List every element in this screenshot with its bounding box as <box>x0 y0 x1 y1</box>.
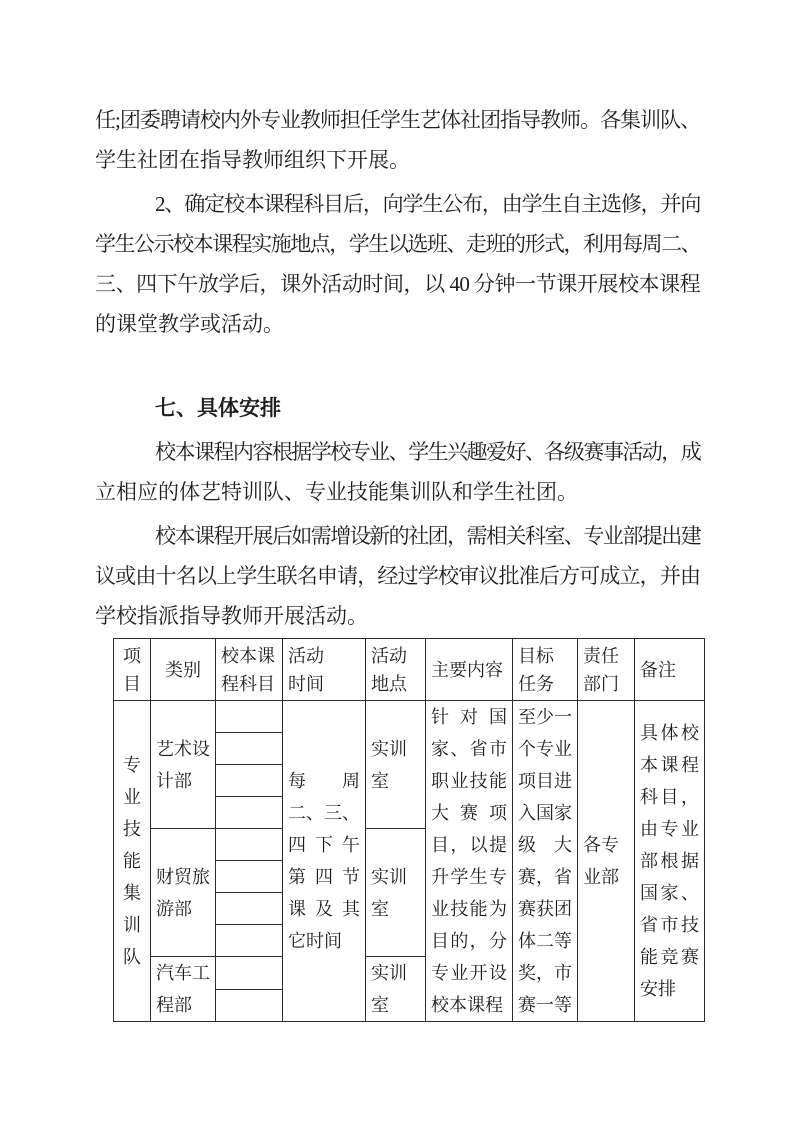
document-body <box>95 100 700 640</box>
cell-category-auto-engineering <box>151 957 216 1022</box>
text-line: 赛获团 <box>518 899 572 919</box>
cell-course-subject-empty <box>216 989 283 1022</box>
header-responsible-dept <box>578 639 635 701</box>
text-line: 活动 <box>288 645 324 666</box>
text-line: 类别 <box>165 659 201 680</box>
header-category <box>151 639 216 701</box>
cell-course-subject-empty <box>216 701 283 733</box>
text-line: 实训 <box>371 963 407 983</box>
text-line: 职业技能 <box>431 771 507 791</box>
text-line: 三、四下午放学后，课外活动时间，以 40 分钟一节课开展校本课程 <box>95 272 700 296</box>
text-line: 主要内容 <box>431 659 503 680</box>
text-line: 安排 <box>640 979 676 999</box>
text-line: 队 <box>123 947 141 967</box>
text-line: 每周 <box>288 771 360 791</box>
text-line: 室 <box>371 995 389 1015</box>
text-line: 具体校 <box>640 723 699 743</box>
text-line: 大赛项 <box>431 803 507 823</box>
text-line: 议或由十名以上学生联名申请，经过学校审议批准后方可成立，并由 <box>95 564 700 588</box>
text-line: 程部 <box>156 995 192 1015</box>
cell-course-subject-empty <box>216 893 283 925</box>
cell-course-subject-empty <box>216 765 283 797</box>
cell-activity-place-2 <box>366 829 426 957</box>
cell-target-task <box>513 701 578 1022</box>
text-line: 立相应的体艺特训队、专业技能集训队和学生社团。 <box>95 480 578 504</box>
text-line: 目，以提 <box>431 835 507 855</box>
cell-course-subject-empty <box>216 957 283 990</box>
cell-activity-place-3 <box>366 957 426 1022</box>
text-line: 财贸旅 <box>156 866 210 887</box>
text-line: 项目进 <box>518 771 572 791</box>
text-line: 校本课 <box>221 645 275 666</box>
text-line: 2、确定校本课程科目后，向学生公布，由学生自主选修，并向 <box>155 192 700 216</box>
header-project <box>114 639 151 701</box>
text-line: 学生公示校本课程实施地点，学生以选班、走班的形式，利用每周二、 <box>95 232 700 256</box>
text-line: 校本课程 <box>431 995 503 1015</box>
text-line: 责任 <box>583 645 619 666</box>
header-remarks <box>635 639 705 701</box>
curriculum-schedule-table <box>113 638 705 1022</box>
text-line: 赛一等 <box>518 995 572 1015</box>
text-line: 课及其 <box>288 899 360 919</box>
header-main-content <box>426 639 513 701</box>
paragraph <box>95 516 700 636</box>
text-line: 入国家 <box>518 803 572 823</box>
text-line: 业部 <box>583 867 619 887</box>
text-line: 级大 <box>518 835 572 855</box>
text-line: 实训 <box>371 866 407 887</box>
text-line: 专业开设 <box>431 963 507 983</box>
text-line: 奖，市 <box>518 963 572 983</box>
cell-course-subject-empty <box>216 829 283 861</box>
text-line: 地点 <box>371 673 407 694</box>
text-line: 活动 <box>371 645 407 666</box>
paragraph <box>95 432 700 512</box>
text-line: 由专业 <box>640 819 699 839</box>
paragraph <box>95 184 700 344</box>
cell-remarks <box>635 701 705 1022</box>
text-line: 部根据 <box>640 851 699 871</box>
text-line: 学校指派指导教师开展活动。 <box>95 604 368 628</box>
text-line: 省市技 <box>640 915 699 935</box>
cell-activity-time <box>283 701 366 1022</box>
text-line: 目 <box>123 673 141 694</box>
text-line: 家、省市 <box>431 739 507 759</box>
text-line: 科目， <box>640 787 699 807</box>
text-line: 四下午 <box>288 835 360 855</box>
text-line: 部门 <box>583 673 619 694</box>
text-line: 二、三、 <box>288 803 360 823</box>
table-header-row <box>114 639 705 701</box>
text-line: 任;团委聘请校内外专业教师担任学生艺体社团指导教师。各集训队、 <box>95 108 700 132</box>
text-line: 训 <box>123 915 141 935</box>
text-line: 程科目 <box>221 673 275 694</box>
text-line: 能竞赛 <box>640 947 699 967</box>
paragraph <box>95 100 700 180</box>
cell-course-subject-empty <box>216 797 283 829</box>
cell-course-subject-empty <box>216 925 283 957</box>
cell-course-subject-empty <box>216 733 283 765</box>
text-line: 它时间 <box>288 931 342 951</box>
text-line: 目标 <box>518 645 554 666</box>
text-line: 针对国 <box>431 707 507 727</box>
table-row <box>114 701 705 733</box>
cell-category-art-design <box>151 701 216 829</box>
text-line: 实训 <box>371 738 407 759</box>
cell-course-subject-empty <box>216 861 283 893</box>
text-line: 游部 <box>156 898 192 919</box>
section-heading: 七、具体安排 <box>155 396 281 420</box>
text-line: 能 <box>123 851 141 871</box>
text-line: 升学生专 <box>431 867 507 887</box>
text-line: 业 <box>123 787 141 807</box>
text-line: 国家、 <box>640 883 699 903</box>
text-line: 至少一 <box>518 707 572 727</box>
header-activity-place <box>366 639 426 701</box>
header-course-subject <box>216 639 283 701</box>
text-line: 各专 <box>583 835 619 855</box>
text-line: 项 <box>123 645 141 666</box>
text-line: 本课程 <box>640 755 699 775</box>
text-line: 计部 <box>156 770 192 791</box>
cell-category-finance-tourism <box>151 829 216 957</box>
text-line: 备注 <box>640 659 676 680</box>
text-line: 体二等 <box>518 931 572 951</box>
text-line: 个专业 <box>518 739 572 759</box>
text-line: 目的，分 <box>431 931 507 951</box>
cell-project-vertical <box>114 701 151 1022</box>
text-line: 技 <box>123 819 141 839</box>
text-line: 集 <box>123 883 141 903</box>
cell-main-content <box>426 701 513 1022</box>
text-line: 室 <box>371 898 389 919</box>
header-activity-time <box>283 639 366 701</box>
cell-responsible-dept <box>578 701 635 1022</box>
text-line: 汽车工 <box>156 963 210 983</box>
text-line: 的课堂教学或活动。 <box>95 312 284 336</box>
text-line: 学生社团在指导教师组织下开展。 <box>95 148 410 172</box>
text-line: 室 <box>371 770 389 791</box>
text-line: 赛，省 <box>518 867 572 887</box>
header-target-task <box>513 639 578 701</box>
text-line: 艺术设 <box>156 738 210 759</box>
text-line: 校本课程开展后如需增设新的社团，需相关科室、专业部提出建 <box>155 524 700 548</box>
text-line: 业技能为 <box>431 899 507 919</box>
text-line: 校本课程内容根据学校专业、学生兴趣爱好、各级赛事活动，成 <box>155 440 700 464</box>
text-line: 第四节 <box>288 867 360 887</box>
text-line: 专 <box>123 755 141 775</box>
text-line: 任务 <box>518 673 554 694</box>
cell-activity-place-1 <box>366 701 426 829</box>
text-line: 时间 <box>288 673 324 694</box>
